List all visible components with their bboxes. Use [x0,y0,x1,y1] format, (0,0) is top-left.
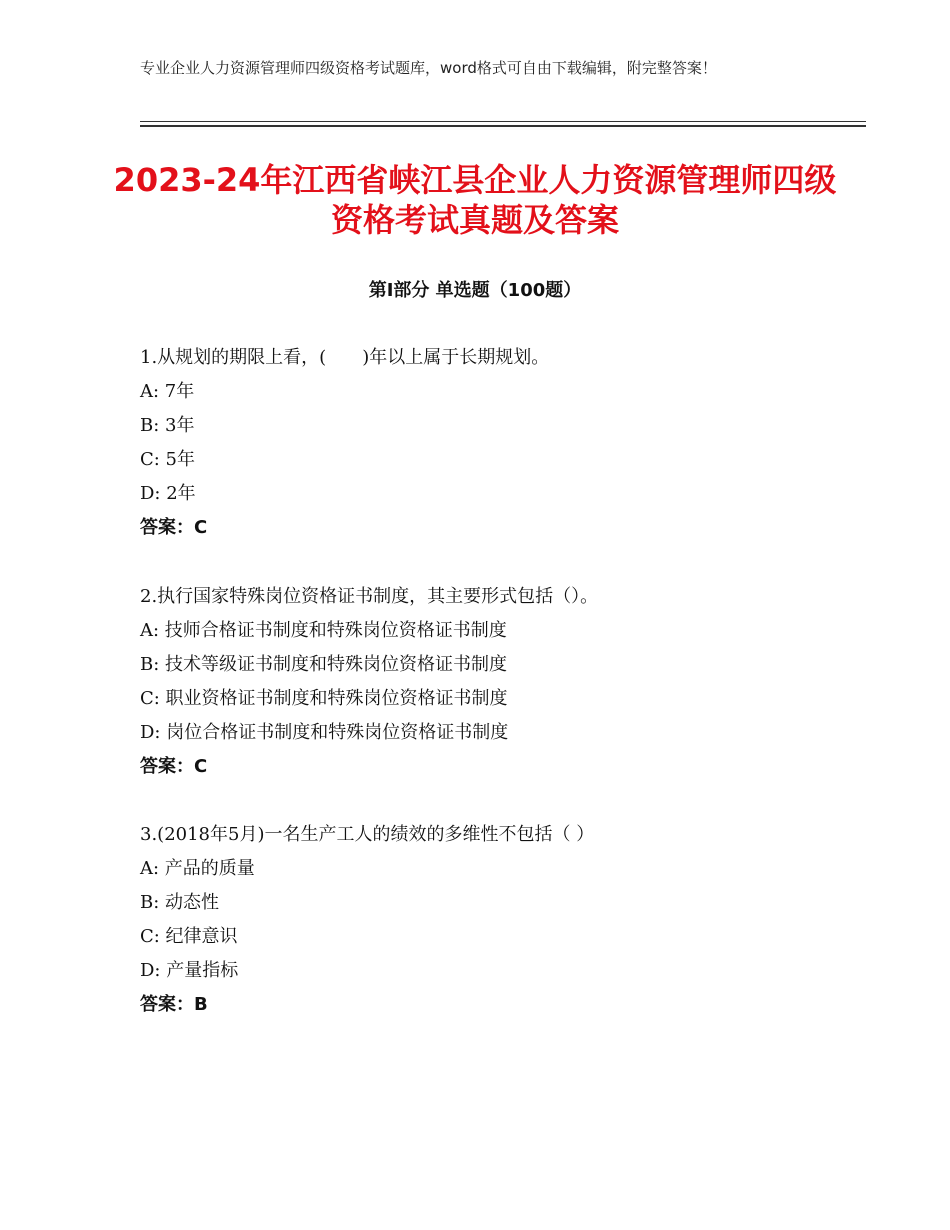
option-a: A: 7年 [140,381,195,402]
question-2 [140,580,860,784]
option-b: B: 技术等级证书制度和特殊岗位资格证书制度 [140,654,508,675]
question-stem: 1.从规划的期限上看，( )年以上属于长期规划。 [140,347,550,368]
option-a: A: 产品的质量 [140,858,255,879]
option-d: D: 2年 [140,483,196,504]
question-3 [140,818,860,1022]
answer: 答案：C [140,517,208,538]
question-1 [140,341,860,545]
answer: 答案：B [140,994,208,1015]
option-d: D: 岗位合格证书制度和特殊岗位资格证书制度 [140,722,509,743]
header-divider-thick [140,125,866,127]
option-c: C: 5年 [140,449,196,470]
document-title: 2023-24年江西省峡江县企业人力资源管理师四级资格考试真题及答案 [113,161,837,239]
option-c: C: 纪律意识 [140,926,238,947]
section-heading: 第Ⅰ部分 单选题（100题） [368,280,582,301]
option-b: B: 3年 [140,415,195,436]
header-note: 专业企业人力资源管理师四级资格考试题库，word格式可自由下载编辑，附完整答案！ [140,59,717,77]
header-divider [140,121,866,122]
answer: 答案：C [140,756,208,777]
question-stem: 2.执行国家特殊岗位资格证书制度，其主要形式包括（）。 [140,586,599,607]
option-a: A: 技师合格证书制度和特殊岗位资格证书制度 [140,620,507,641]
option-d: D: 产量指标 [140,960,239,981]
option-c: C: 职业资格证书制度和特殊岗位资格证书制度 [140,688,508,709]
question-stem: 3.(2018年5月)一名生产工人的绩效的多维性不包括（ ） [140,824,595,845]
option-b: B: 动态性 [140,892,220,913]
